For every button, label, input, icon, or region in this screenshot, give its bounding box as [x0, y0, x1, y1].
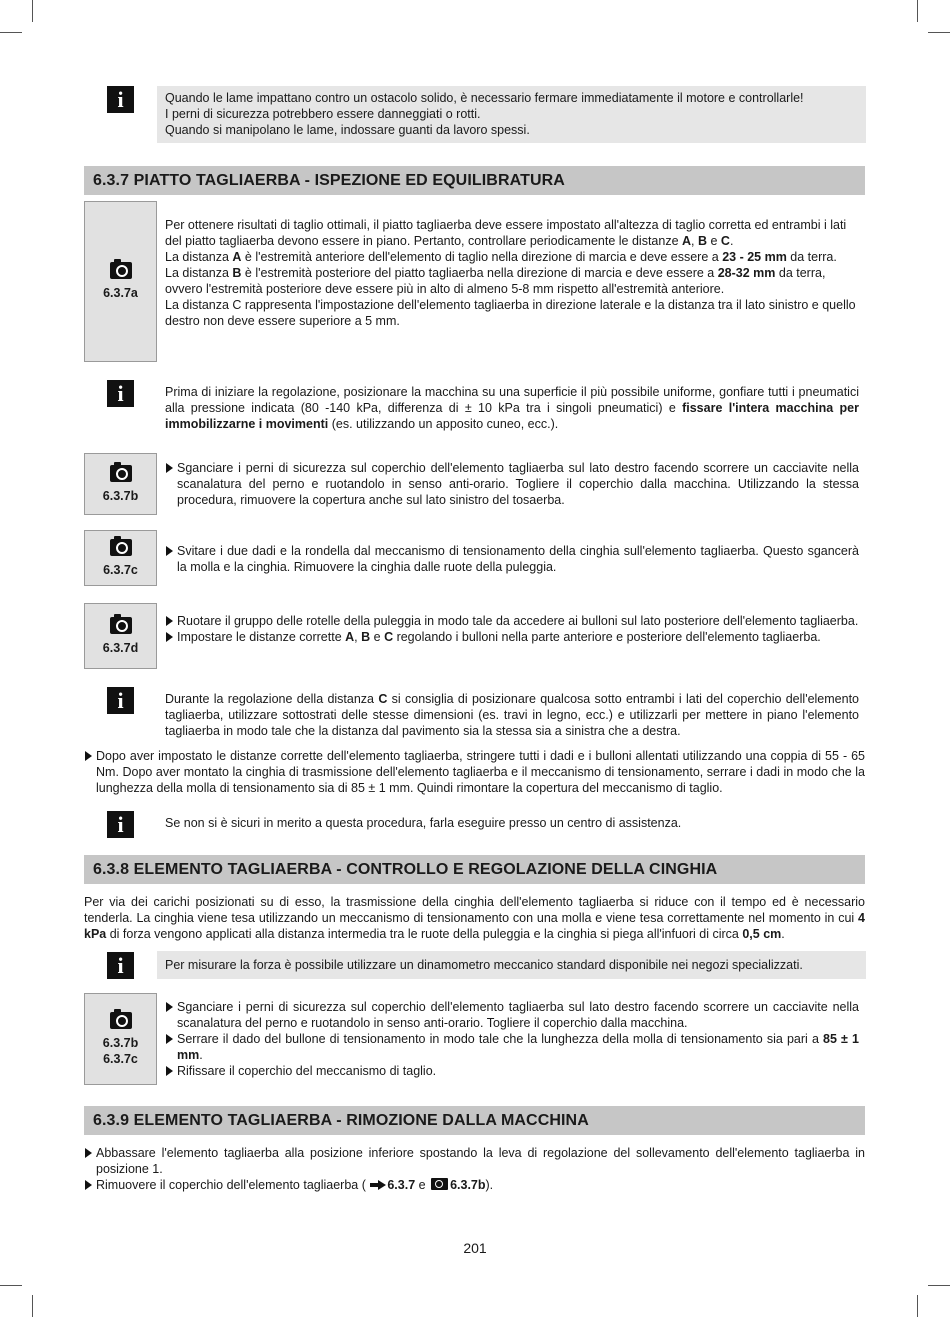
info-icon: i	[107, 380, 134, 407]
arrow-right-icon	[370, 1180, 386, 1190]
page-number: 201	[463, 1240, 487, 1256]
photo-ref-label: 6.3.7c	[103, 562, 138, 577]
photo-reference-box	[84, 603, 157, 669]
section-title-638: 6.3.8 ELEMENTO TAGLIAERBA - CONTROLLO E REGOLAZIONE DELLA CINGHIA	[84, 855, 865, 884]
paragraph-637a: Per ottenere risultati di taglio ottimali, il piatto tagliaerba deve essere impostato all'altezza di taglio corretta ed entrambi i lati del piatto tagliaerba devono essere in piano. Pertanto, controllare periodicamente le distanze A, B e C. La distanza A è l'estremità anteriore dell'elemento di taglio nella direzione di marcia e deve essere a 23 - 25 mm da terra. La distanza B è l'estremità posteriore del piatto tagliaerba nella direzione di marcia e deve essere a 28-32 mm da terra, ovvero l'estremità posteriore deve essere più in alto di almeno 5-8 mm rispetto all'estremità anteriore. La distanza C rappresenta l'impostazione dell'elemento tagliaerba in direzione laterale e la distanza tra il lato sinistro e quello destro non deve essere superiore a 5 mm.	[165, 218, 856, 328]
step-after-adjustment	[84, 748, 865, 796]
camera-icon	[431, 1178, 448, 1190]
camera-icon	[110, 465, 132, 482]
step-637c	[165, 543, 859, 575]
info-icon: i	[107, 952, 134, 979]
steps-638	[165, 999, 859, 1079]
step-item: Ruotare il gruppo delle rotelle della puleggia in modo tale da accedere ai bulloni sul lato posteriore dell'elemento tagliaerba.	[165, 613, 859, 629]
info-note: Per misurare la forza è possibile utilizzare un dinamometro meccanico standard disponibile nei negozi specializzati.	[157, 951, 866, 979]
info-icon: i	[107, 687, 134, 714]
step-item: Sganciare i perni di sicurezza sul coperchio dell'elemento tagliaerba sul lato destro facendo scorrere un cacciavite nella scanalatura del perno e ruotandolo in senso anti-orario. Togliere il coperchio dalla macchina. Utilizzando la stessa procedura, rimuovere la copertura anche sul lato sinistro del tosaerba.	[165, 460, 859, 508]
steps-639	[84, 1145, 865, 1193]
photo-reference-box	[84, 201, 157, 362]
section-title-639: 6.3.9 ELEMENTO TAGLIAERBA - RIMOZIONE DALLA MACCHINA	[84, 1106, 865, 1135]
step-item: Svitare i due dadi e la rondella dal meccanismo di tensionamento della cinghia sull'elemento tagliaerba. Questo sgancerà la molla e la cinghia. Rimuovere la cinghia dalle ruote della puleggia.	[165, 543, 859, 575]
warning-note	[157, 86, 866, 143]
photo-reference-box	[84, 993, 157, 1085]
photo-ref-label: 6.3.7b	[102, 1035, 139, 1050]
section-title-637: 6.3.7 PIATTO TAGLIAERBA - ISPEZIONE ED EQUILIBRATURA	[84, 166, 865, 195]
photo-ref-label: 6.3.7d	[102, 640, 139, 655]
paragraph-638: Per via dei carichi posizionati su di esso, la trasmissione della cinghia dell'elemento tagliaerba si riduce con il tempo ed è necessario tenderla. La cinghia viene tesa utilizzando un meccanismo di tensionamento con una molla e viene tesa correttamente nel momento in cui 4 kPa di forza vengono applicati alla distanza intermedia tra le ruote della puleggia e la cinghia si piega all'infuori di circa 0,5 cm.	[84, 895, 865, 941]
step-item: Dopo aver impostato le distanze corrette dell'elemento tagliaerba, stringere tutti i dadi e i bulloni allentati utilizzando una coppia di 55 - 65 Nm. Dopo aver montato la cinghia di trasmissione dell'elemento tagliaerba e il meccanismo di tensionamento, serrare i dadi in modo che la lunghezza della molla di tensionamento sia di 85 ± 1 mm. Quindi rimontare la copertura del meccanismo di taglio.	[84, 748, 865, 796]
note-line: I perni di sicurezza potrebbero essere danneggiati o rotti.	[165, 107, 481, 121]
camera-icon	[110, 262, 132, 279]
cross-reference: 6.3.7	[387, 1178, 416, 1192]
step-item: Rifissare il coperchio del meccanismo di taglio.	[165, 1063, 859, 1079]
step-item: Serrare il dado del bullone di tensionamento in modo tale che la lunghezza della molla di tensionamento sia pari a 85 ± 1 mm.	[165, 1031, 859, 1063]
photo-reference-box	[84, 530, 157, 586]
note-line: Quando si manipolano le lame, indossare guanti da lavoro spessi.	[165, 123, 530, 137]
camera-icon	[110, 1012, 132, 1029]
crop-mark	[928, 32, 950, 33]
step-637d	[165, 613, 859, 645]
crop-mark	[917, 1295, 918, 1317]
photo-ref-label: 6.3.7c	[103, 1051, 138, 1066]
cross-reference: 6.3.7b	[450, 1178, 486, 1192]
photo-reference-box	[84, 453, 157, 515]
camera-icon	[110, 617, 132, 634]
crop-mark	[32, 1295, 33, 1317]
info-icon: i	[107, 811, 134, 838]
step-item: Abbassare l'elemento tagliaerba alla posizione inferiore spostando la leva di regolazione del sollevamento dell'elemento tagliaerba in posizione 1.	[84, 1145, 865, 1177]
step-637b	[165, 460, 859, 508]
step-item: Impostare le distanze corrette A, B e C regolando i bulloni nella parte anteriore e posteriore dell'elemento tagliaerba.	[165, 629, 859, 645]
photo-ref-label: 6.3.7b	[102, 488, 139, 503]
camera-icon	[110, 539, 132, 556]
info-icon: i	[107, 86, 134, 113]
crop-mark	[0, 32, 22, 33]
crop-mark	[32, 0, 33, 22]
crop-mark	[917, 0, 918, 22]
step-item: Rimuovere il coperchio dell'elemento tagliaerba ( 6.3.7 e 6.3.7b).	[84, 1177, 865, 1193]
crop-mark	[0, 1285, 22, 1286]
info-note: Se non si è sicuri in merito a questa procedura, farla eseguire presso un centro di assistenza.	[165, 816, 682, 830]
note-line: Quando le lame impattano contro un ostacolo solido, è necessario fermare immediatamente il motore e controllarle!	[165, 91, 804, 105]
photo-ref-label: 6.3.7a	[103, 286, 138, 300]
crop-mark	[928, 1285, 950, 1286]
step-item: Sganciare i perni di sicurezza sul coperchio dell'elemento tagliaerba sul lato destro facendo scorrere un cacciavite nella scanalatura del perno e ruotandolo in senso anti-orario. Togliere il coperchio dalla macchina.	[165, 999, 859, 1031]
info-note: Durante la regolazione della distanza C si consiglia di posizionare qualcosa sotto entrambi i lati del coperchio dell'elemento tagliaerba, utilizzare sottostrati delle stesse dimensioni (es. travi in legno, ecc.) e utilizzarli per mettere in piano l'elemento tagliaerba in modo tale che la distanza dal pavimento sia la stessa sia a sinistra che a destra.	[165, 692, 859, 738]
info-note: Prima di iniziare la regolazione, posizionare la macchina su una superficie il più possibile uniforme, gonfiare tutti i pneumatici alla pressione indicata (80 -140 kPa, differenza di ± 10 kPa tra i singoli pneumatici) e fissare l'intera macchina per immobilizzarne i movimenti (es. utilizzando un apposito cuneo, ecc.).	[165, 385, 859, 431]
